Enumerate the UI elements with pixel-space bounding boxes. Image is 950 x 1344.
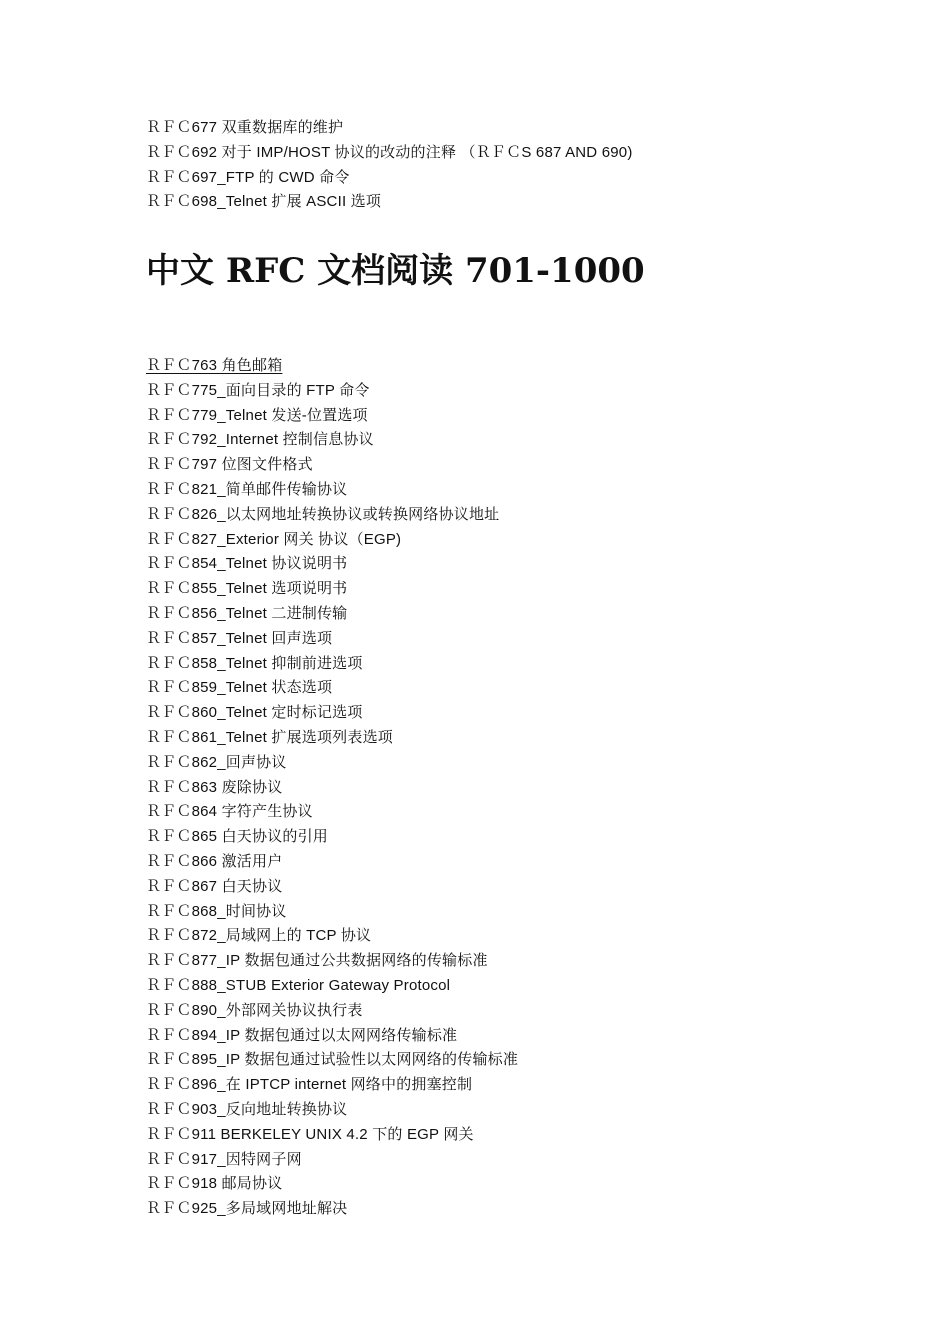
rfc-link[interactable]: ＲＦＣ797 位图文件格式 (146, 456, 313, 474)
rfc-link[interactable]: ＲＦＣ925_多局域网地址解决 (146, 1200, 348, 1218)
rfc-link[interactable]: ＲＦＣ865 白天协议的引用 (146, 828, 328, 846)
rfc-link[interactable]: ＲＦＣ862_回声协议 (146, 753, 287, 771)
rfc-link[interactable]: ＲＦＣ895_IP 数据包通过试验性以太网网络的传输标准 (146, 1051, 519, 1069)
list-item[interactable] (146, 503, 518, 528)
list-item[interactable] (146, 751, 518, 776)
list-item[interactable] (146, 701, 518, 726)
rfc-link[interactable]: ＲＦＣ677 双重数据库的维护 (146, 119, 344, 136)
list-item[interactable] (146, 428, 518, 453)
rfc-link[interactable]: ＲＦＣ692 对于 IMP/HOST 协议的改动的注释 （ＲＦＣS 687 AND 690) (146, 143, 633, 161)
list-item[interactable] (146, 676, 518, 701)
rfc-link[interactable]: ＲＦＣ763 角色邮箱 (146, 357, 283, 374)
rfc-link[interactable]: ＲＦＣ863 废除协议 (146, 778, 283, 796)
rfc-link[interactable]: ＲＦＣ827_Exterior 网关 协议（EGP) (146, 530, 402, 548)
list-item[interactable] (146, 999, 518, 1024)
rfc-list-701-1000 (146, 354, 518, 1222)
list-item[interactable] (146, 1172, 518, 1197)
list-item[interactable] (146, 627, 518, 652)
rfc-link[interactable]: ＲＦＣ911 BERKELEY UNIX 4.2 下的 EGP 网关 (146, 1125, 474, 1143)
list-item[interactable] (146, 478, 518, 503)
rfc-link[interactable]: ＲＦＣ896_在 IPTCP internet 网络中的拥塞控制 (146, 1076, 473, 1094)
rfc-link[interactable]: ＲＦＣ877_IP 数据包通过公共数据网络的传输标准 (146, 952, 488, 970)
section-heading: 中文 RFC 文档阅读 701-1000 (146, 251, 645, 291)
rfc-link[interactable]: ＲＦＣ826_以太网地址转换协议或转换网络协议地址 (146, 505, 500, 523)
rfc-link[interactable]: ＲＦＣ821_简单邮件传输协议 (146, 480, 348, 498)
rfc-link[interactable]: ＲＦＣ917_因特网子网 (146, 1150, 302, 1168)
list-item[interactable] (146, 1197, 518, 1222)
list-item[interactable] (146, 949, 518, 974)
list-item[interactable] (146, 924, 518, 949)
rfc-link[interactable]: ＲＦＣ775_面向目录的 FTP 命令 (146, 381, 370, 399)
rfc-link[interactable]: ＲＦＣ857_Telnet 回声选项 (146, 629, 333, 647)
list-item[interactable] (146, 1098, 518, 1123)
rfc-link[interactable]: ＲＦＣ697_FTP 的 CWD 命令 (146, 168, 350, 186)
list-item[interactable] (146, 1148, 518, 1173)
rfc-link[interactable]: ＲＦＣ894_IP 数据包通过以太网网络传输标准 (146, 1026, 458, 1044)
list-item[interactable] (146, 141, 633, 166)
list-item[interactable] (146, 1048, 518, 1073)
list-item[interactable] (146, 974, 518, 999)
list-item[interactable] (146, 602, 518, 627)
rfc-link[interactable]: ＲＦＣ698_Telnet 扩展 ASCII 选项 (146, 193, 382, 211)
rfc-list-600s (146, 116, 633, 215)
rfc-link[interactable]: ＲＦＣ854_Telnet 协议说明书 (146, 555, 348, 573)
list-item[interactable] (146, 800, 518, 825)
rfc-link[interactable]: ＲＦＣ860_Telnet 定时标记选项 (146, 704, 363, 722)
rfc-link[interactable]: ＲＦＣ792_Internet 控制信息协议 (146, 431, 374, 449)
rfc-link[interactable]: ＲＦＣ779_Telnet 发送-位置选项 (146, 406, 368, 424)
rfc-link[interactable]: ＲＦＣ872_局域网上的 TCP 协议 (146, 927, 372, 945)
rfc-link[interactable]: ＲＦＣ855_Telnet 选项说明书 (146, 580, 348, 598)
list-item[interactable] (146, 652, 518, 677)
rfc-link[interactable]: ＲＦＣ866 激活用户 (146, 852, 283, 870)
list-item[interactable] (146, 552, 518, 577)
list-item[interactable] (146, 116, 633, 141)
rfc-link[interactable]: ＲＦＣ856_Telnet 二进制传输 (146, 604, 348, 622)
rfc-link[interactable]: ＲＦＣ888_STUB Exterior Gateway Protocol (146, 976, 451, 994)
list-item[interactable] (146, 453, 518, 478)
list-item[interactable] (146, 577, 518, 602)
list-item[interactable] (146, 1024, 518, 1049)
rfc-link[interactable]: ＲＦＣ859_Telnet 状态选项 (146, 679, 333, 697)
list-item[interactable] (146, 850, 518, 875)
list-item[interactable] (146, 404, 518, 429)
list-item[interactable] (146, 1123, 518, 1148)
list-item[interactable] (146, 875, 518, 900)
list-item[interactable] (146, 825, 518, 850)
list-item[interactable] (146, 354, 518, 379)
rfc-link[interactable]: ＲＦＣ861_Telnet 扩展选项列表选项 (146, 728, 393, 746)
list-item[interactable] (146, 528, 518, 553)
list-item[interactable] (146, 166, 633, 191)
list-item[interactable] (146, 1073, 518, 1098)
rfc-link[interactable]: ＲＦＣ867 白天协议 (146, 877, 283, 895)
rfc-link[interactable]: ＲＦＣ858_Telnet 抑制前进选项 (146, 654, 363, 672)
list-item[interactable] (146, 379, 518, 404)
rfc-link[interactable]: ＲＦＣ864 字符产生协议 (146, 803, 313, 821)
rfc-link[interactable]: ＲＦＣ890_外部网关协议执行表 (146, 1001, 363, 1019)
list-item[interactable] (146, 190, 633, 215)
rfc-link[interactable]: ＲＦＣ918 邮局协议 (146, 1175, 283, 1193)
list-item[interactable] (146, 726, 518, 751)
rfc-link[interactable]: ＲＦＣ903_反向地址转换协议 (146, 1100, 348, 1118)
list-item[interactable] (146, 900, 518, 925)
list-item[interactable] (146, 776, 518, 801)
rfc-link[interactable]: ＲＦＣ868_时间协议 (146, 902, 287, 920)
